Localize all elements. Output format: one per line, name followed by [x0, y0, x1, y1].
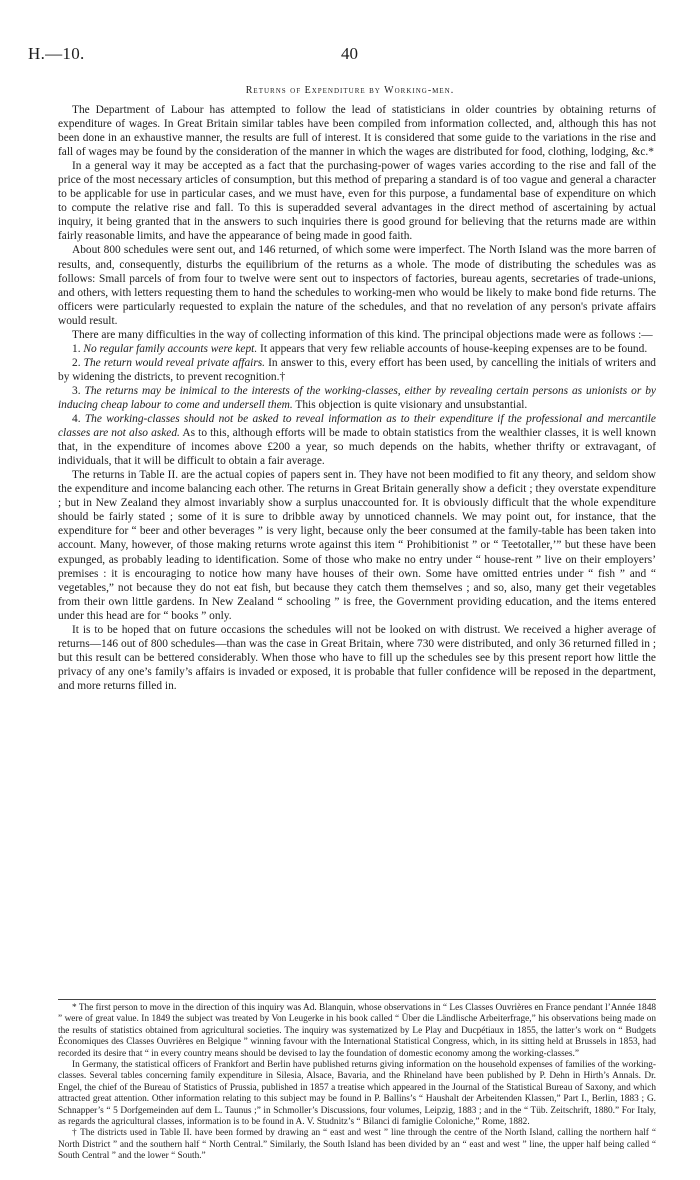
paragraph: The returns in Table II. are the actual copies of papers sent in. They have not been modified to fit any theory, and seldom show the expenditure and income balancing each other. The returns in Great Britain generally show a deficit ; they overstate expenditure ; but in New Zealand they almost invariably show a surplus unaccounted for. It is obviously difficult that the whole expenditure should be fairly stated ; some of it is sure to dribble away by unnoticed channels. We may point out, for instance, that the expenditure for “ beer and other beverages ” is very light, because only the beer consumed at the family-table has been taken into account. Many, however, of those making returns wrote against this item “ Prohibitionist ” or “ Teetotaller,’” but these have been expunged, as probably leading to identification. Some of those who make no entry under “ house-rent ” live on their employers’ premises : it is encouraging to notice how many have houses of their own. Some have omitted entries under “ fish ” and “ vegetables,” not because they do not eat fish, but because they catch them themselves ; and so, also, many get their vegetables from their own little gardens. In New Zealand “ schooling ” is free, the Government providing education, and the items entered under this head are for “ books ” only.: [58, 469, 656, 622]
objection-lead: No regular family accounts were kept.: [83, 342, 258, 355]
objection-number: 4.: [72, 413, 81, 426]
objection-number: 3.: [72, 384, 81, 397]
objection-item: [58, 356, 656, 384]
objection-text: In answer to this, every effort has been used, by cancelling the initials of writers and by widening the districts, to prevent recognition.†: [58, 356, 656, 383]
footnote: * The first person to move in the direction of this inquiry was Ad. Blanquin, whose observations in “ Les Classes Ouvrières en France pendant l’Année 1848 ” were of great value. In 1849 the subject was treated by Von Leugerke in his book called “ Über die Ländlische Arbeiterfrage,” his observations being made on the results of statistics obtained from agricultural societies. The inquiry was systematized by Le Play and Ducpétiaux in 1855, the latter’s work on “ Budgets Économiques des Classes Ouvrières en Belgique ” winning favour with the International Statistical Congress, which, in its sitting held at Brussels in 1853, had recorded its desire that “ in every country means should be devised to lay the foundation of domestic economy among the working-classes.”: [58, 1003, 656, 1059]
footnotes: [58, 1003, 656, 1163]
objection-text: This objection is quite visionary and unsubstantial.: [292, 398, 528, 411]
objection-text: It appears that very few reliable accounts of house-keeping expenses are to be found.: [257, 342, 648, 355]
section-title: Returns of Expenditure by Working-men.: [245, 85, 455, 96]
footnote: † The districts used in Table II. have been formed by drawing an “ east and west ” line through the centre of the North Island, calling the northern half “ North District ” and the southern half “ North Central.” Similarly, the South Island has been divided by an “ east and west ” line, the upper half being called “ South Central ” and the lower “ South.”: [58, 1128, 656, 1162]
objection-number: 1.: [72, 342, 81, 355]
objection-text: As to this, although efforts will be made to obtain statistics from the wealthier classes, it is well known that, in the expenditure of incomes above £200 a year, so much depends on the habits, whether thrifty or extravagant, of individuals, that it will be difficult to obtain a fair average.: [58, 427, 657, 468]
paragraph: The Department of Labour has attempted to follow the lead of statisticians in older countries by obtaining returns of expenditure of wages. In Great Britain similar tables have been compiled from information collected, and, although this has not been done in an exhaustive manner, the results are full of interest. It is considered that some guide to the variations in the rise and fall of wages may be found by the consideration of the manner in which the wages are distributed for food, clothing, lodging, &c.*: [58, 104, 656, 159]
objection-item: [58, 384, 656, 412]
document-reference: H.—10.: [28, 44, 85, 63]
objection-lead: The returns may be inimical to the interests of the working-classes, either by revealing certain persons as unionists or by inducing cheap labour to come and undersell them.: [58, 384, 656, 411]
objection-number: 2.: [72, 356, 81, 369]
paragraph: It is to be hoped that on future occasions the schedules will not be looked on with distrust. We received a higher average of returns—146 out of 800 schedules—than was the case in Great Britain, where 730 were distributed, and only 36 returned filled in ; but this result can be bettered considerably. When those who have to fill up the schedules see by this present report how little the privacy of any one’s family’s affairs is invaded or exposed, it is probable that fuller confidence will be reposed in the department, and more returns filled in.: [58, 623, 656, 692]
objection-lead: The return would reveal private affairs.: [83, 356, 266, 369]
objection-item: [58, 412, 656, 468]
objection-item: [58, 342, 656, 356]
paragraph: About 800 schedules were sent out, and 146 returned, of which some were imperfect. The North Island was the more barren of results, and, consequently, disturbs the equilibrium of the returns as a whole. The mode of distributing the schedules was as follows: Small parcels of from four to twelve were sent out to inspectors of factories, bureau agents, secretaries of trade-unions, and others, with letters requesting them to hand the schedules to working-men who would be likely to make bond fide returns. The officers were particularly requested to explain the nature of the schedules, and that no revelation of any person's private affairs would result.: [58, 244, 656, 327]
footnote: In Germany, the statistical officers of Frankfort and Berlin have published returns giving information on the household expenses of families of the working-classes. Several tables concerning family expenditure in Silesia, Alsace, Bavaria, and the Rhineland have been published by P. Dehn in Hirth’s Annals. Dr. Engel, the chief of the Bureau of Statistics of Prussia, published in 1857 a treatise which appeared in the Journal of the Statistical Bureau of Saxony, and which attracted great attention. Other information relating to this subject may be found in P. Ballins’s “ Haushalt der Arbeitenden Klassen,” Part I., Berlin, 1883 ; G. Schnapper’s “ 5 Dorfgemeinden auf dem L. Taunus ;” in Schmoller’s Discussions, four volumes, Leipzig, 1883 ; and in the “ Tüb. Zeitschrift, 1880.” For Italy, as regards the agricultural classes, information is to be found in A. V. Studnitz’s “ Bilanci di famiglie Coloniche,” Rome, 1882.: [58, 1060, 656, 1128]
objection-lead: The working-classes should not be asked to reveal information as to their expenditure if the professional and mercantile classes are not also asked.: [58, 413, 656, 440]
paragraph: In a general way it may be accepted as a fact that the purchasing-power of wages varies according to the rise and fall of the price of the most necessary articles of consumption, but this method of preparing a standard is of too vague and general a character to be applicable for use in particular cases, and we must have, even for this purpose, a fundamental base of expenditure on which to compute the relative rise and fall. To this is superadded several advantages in the direct method of ascertaining by actual inquiry, it being granted that in the answers to such inquiries there is good ground for believing that the returns made are within fairly reasonable limits, and have the appearance of being made in good faith.: [58, 160, 656, 243]
footnote-divider: [58, 999, 656, 1000]
page-header: [28, 44, 668, 68]
page-number: 40: [341, 44, 358, 63]
body-text: [58, 103, 656, 693]
paragraph: There are many difficulties in the way of collecting information of this kind. The principal objections made were as follows :—: [72, 328, 653, 341]
